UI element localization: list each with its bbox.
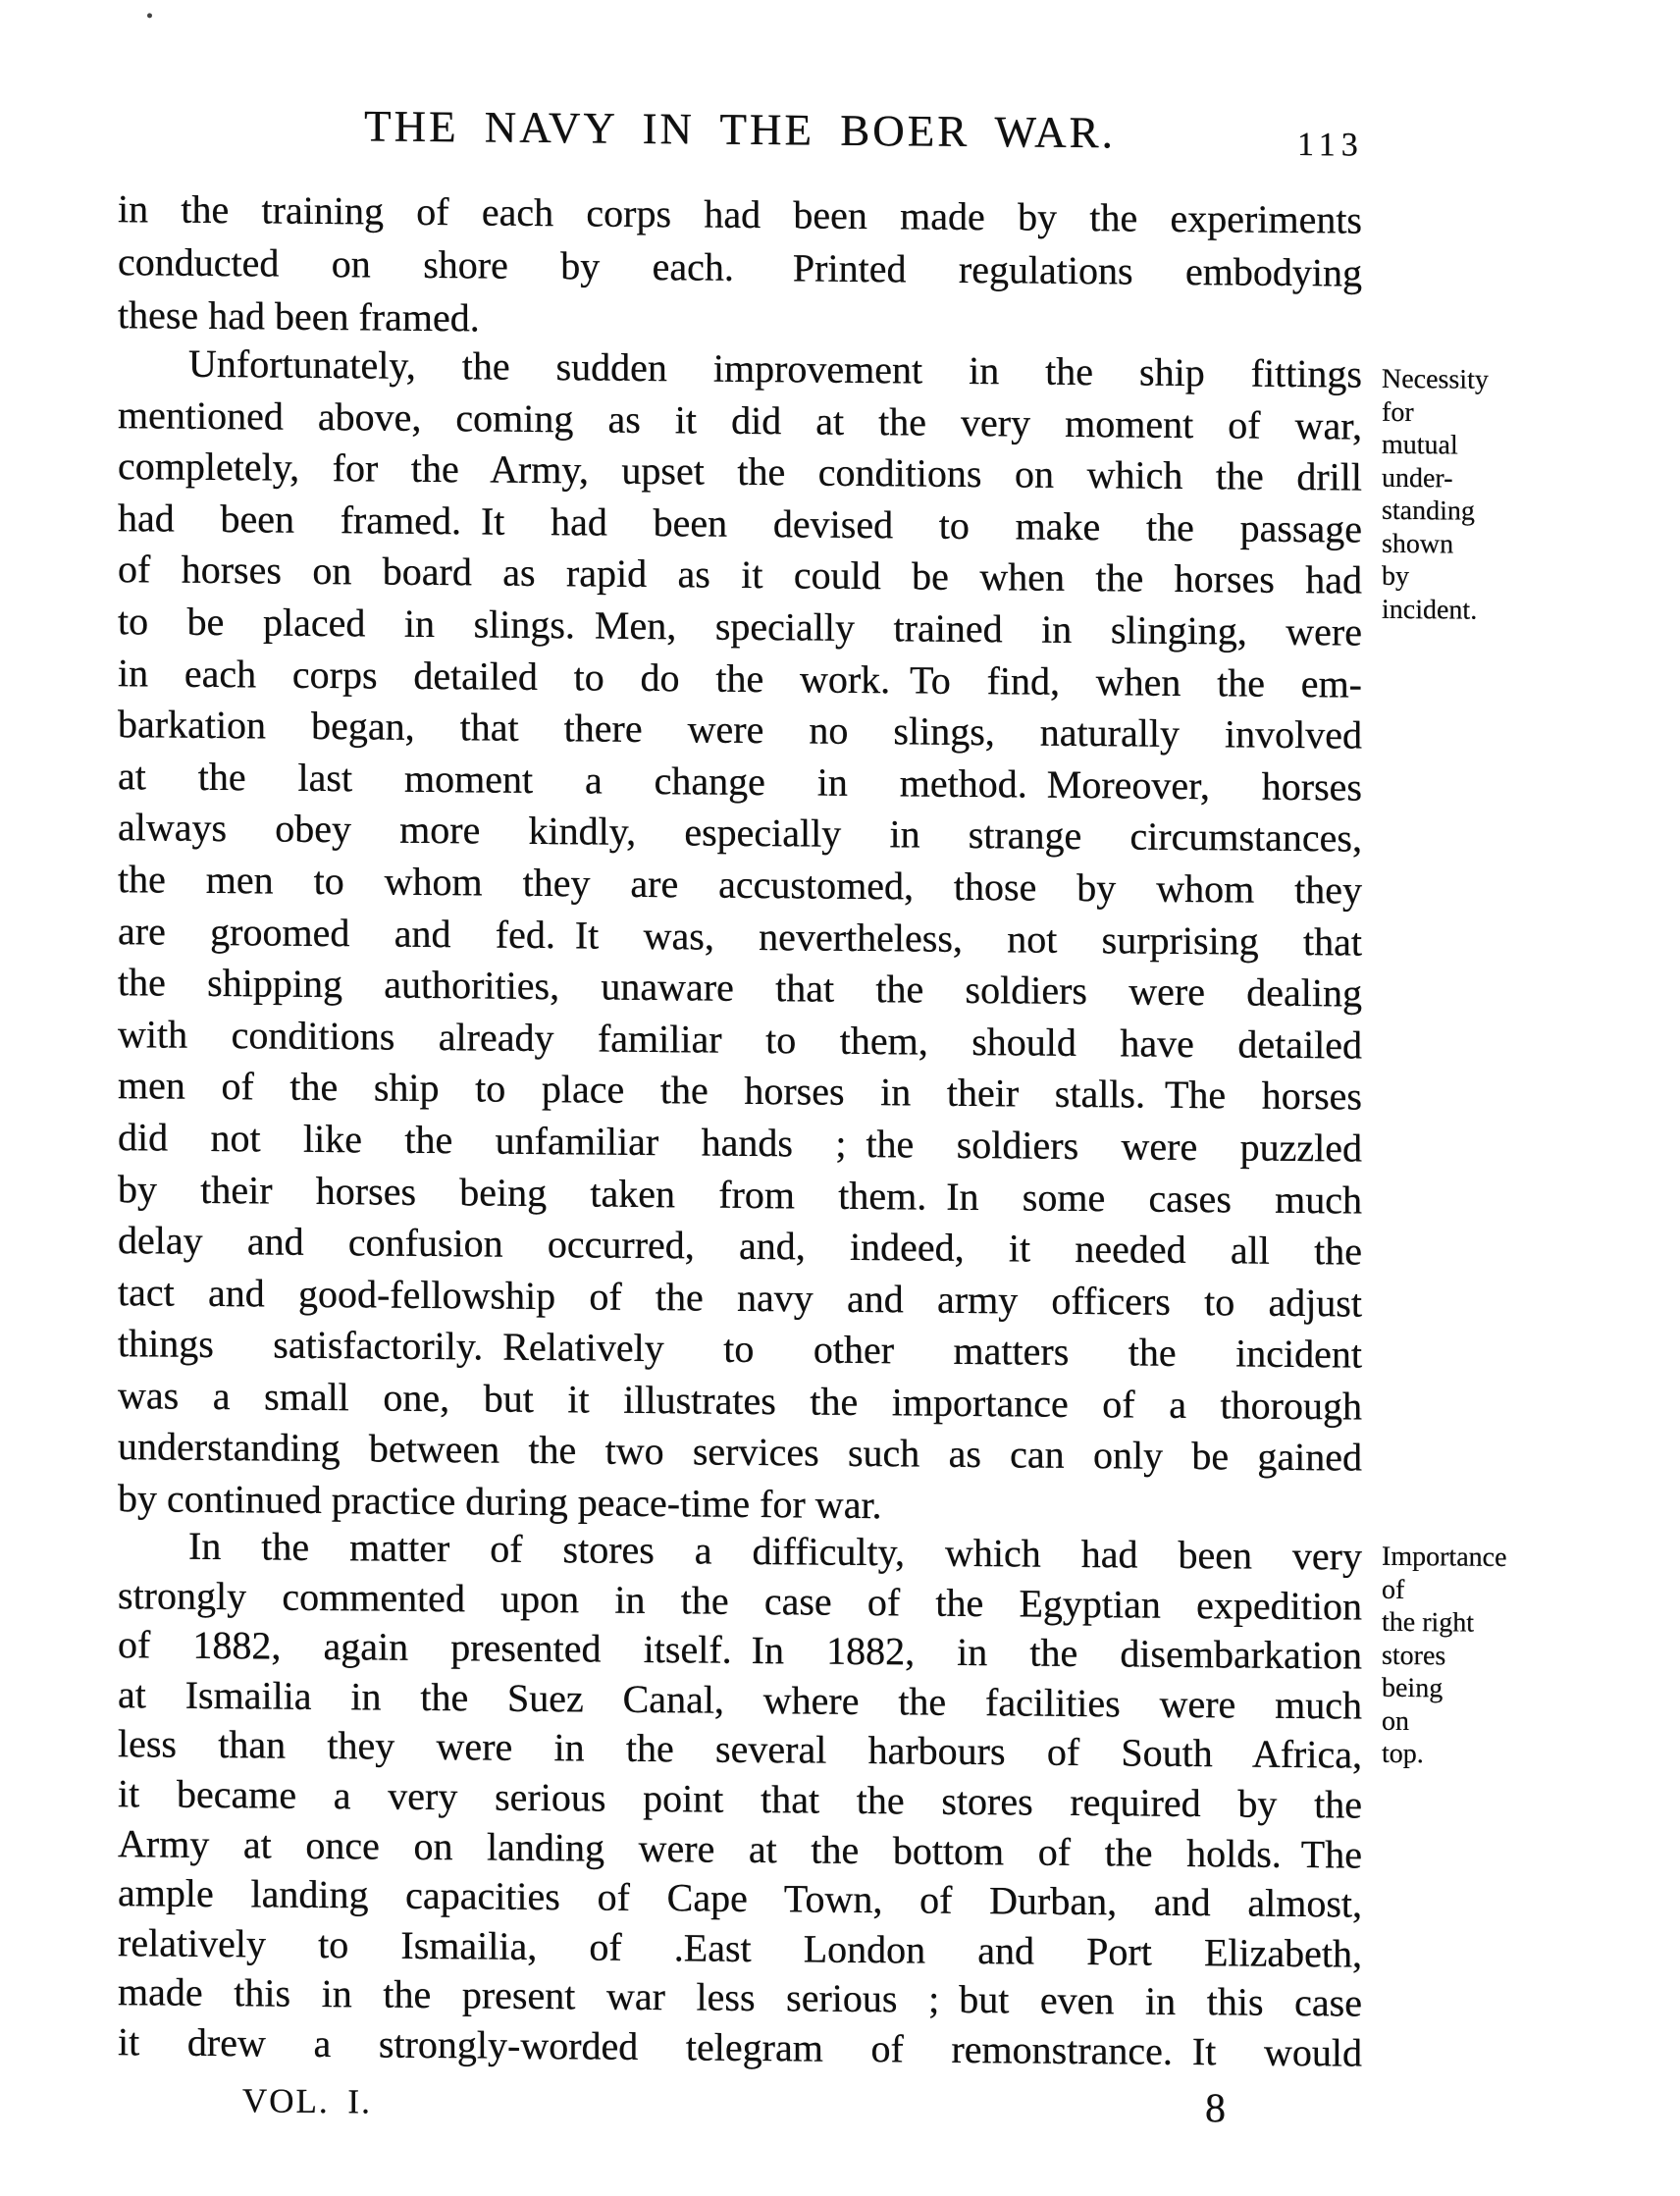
margin-note-line: the right bbox=[1382, 1606, 1475, 1639]
text-line: made this in the present war less serious ; but even in this case bbox=[118, 1969, 1362, 2025]
margin-note-line: standing bbox=[1382, 495, 1475, 527]
text-line: barkation began, that there were no slings, naturally involved bbox=[118, 702, 1362, 758]
margin-note-line: Necessity bbox=[1382, 363, 1489, 395]
text-line: the men to whom they are accustomed, those by whom they bbox=[118, 857, 1362, 913]
text-line: Army at once on landing were at the bottom of the holds. The bbox=[118, 1820, 1362, 1877]
text-line: always obey more kindly, especially in strange circumstances, bbox=[118, 805, 1362, 861]
body-paragraph bbox=[118, 183, 1362, 353]
text-line: the shipping authorities, unaware that the soldiers were dealing bbox=[118, 960, 1362, 1016]
text-line: completely, for the Army, upset the conditions on which the drill bbox=[118, 444, 1362, 499]
text-line: Unfortunately, the sudden improvement in the ship fittings bbox=[188, 340, 1362, 396]
text-line: with conditions already familiar to them, should have detailed bbox=[118, 1011, 1362, 1068]
text-line: of horses on board as rapid as it could be when the horses had bbox=[118, 547, 1362, 602]
text-line: at Ismailia in the Suez Canal, where the facilities were much bbox=[118, 1671, 1362, 1728]
margin-note-line: incident. bbox=[1382, 594, 1478, 626]
body-paragraph bbox=[118, 1521, 1362, 2078]
margin-note bbox=[1382, 363, 1676, 629]
text-line: in the training of each corps had been made by the experiments bbox=[118, 186, 1362, 242]
margin-note-line: mutual bbox=[1382, 429, 1458, 461]
text-line: did not like the unfamiliar hands ; the soldiers were puzzled bbox=[118, 1114, 1362, 1171]
ink-speck bbox=[147, 13, 152, 18]
body-paragraph bbox=[118, 338, 1362, 1536]
text-line: to be placed in slings. Men, specially trained in slinging, were bbox=[118, 599, 1362, 654]
text-line: at the last moment a change in method. Moreover, horses bbox=[118, 753, 1362, 810]
text-line: are groomed and fed. It was, nevertheless, not surprising that bbox=[118, 908, 1362, 965]
margin-note-line: under- bbox=[1382, 462, 1453, 494]
text-line: tact and good-fellowship of the navy and army officers to adjust bbox=[118, 1269, 1362, 1326]
margin-note-line: for bbox=[1382, 396, 1414, 428]
text-line: strongly commented upon in the case of the Egyptian expedition bbox=[118, 1572, 1362, 1629]
text-line: was a small one, but it illustrates the importance of a thorough bbox=[118, 1372, 1362, 1429]
page-signature-number: 8 bbox=[1205, 2086, 1226, 2132]
text-line: of 1882, again presented itself. In 1882, in the disembarkation bbox=[118, 1622, 1362, 1678]
text-line: relatively to Ismailia, of .East London and Port Elizabeth, bbox=[118, 1919, 1362, 1976]
text-line: in each corps detailed to do the work. To find, when the em- bbox=[118, 650, 1362, 706]
margin-note-line: of bbox=[1382, 1574, 1405, 1605]
text-line: things satisfactorily. Relatively to other matters the incident bbox=[118, 1321, 1362, 1377]
text-line: delay and confusion occurred, and, indeed, it needed all the bbox=[118, 1218, 1362, 1274]
text-line: understanding between the two services such as can only be gained bbox=[118, 1424, 1362, 1481]
margin-note bbox=[1382, 1541, 1676, 1773]
text-line: ample landing capacities of Cape Town, of Durban, and almost, bbox=[118, 1870, 1362, 1926]
text-line: In the matter of stores a difficulty, which had been very bbox=[188, 1523, 1362, 1579]
text-line: men of the ship to place the horses in their stalls. The horses bbox=[118, 1063, 1362, 1119]
text-line: it drew a strongly-worded telegram of remonstrance. It would bbox=[118, 2019, 1362, 2075]
text-line: by continued practice during peace-time for war. bbox=[118, 1476, 882, 1528]
margin-note-line: stores bbox=[1382, 1640, 1446, 1671]
margin-note-line: Importance bbox=[1382, 1541, 1507, 1573]
text-line: mentioned above, coming as it did at the very moment of war, bbox=[118, 392, 1362, 448]
margin-note-line: top. bbox=[1382, 1738, 1424, 1770]
text-line: had been framed. It had been devised to make the passage bbox=[118, 495, 1362, 551]
margin-note-line: shown bbox=[1382, 528, 1454, 559]
text-line: by their horses being taken from them. In some cases much bbox=[118, 1166, 1362, 1223]
text-line: it became a very serious point that the stores required by the bbox=[118, 1771, 1362, 1827]
margin-note-line: on bbox=[1382, 1705, 1409, 1737]
text-line: conducted on shore by each. Printed regulations embodying bbox=[118, 239, 1362, 295]
margin-note-line: by bbox=[1382, 560, 1409, 593]
text-line: less than they were in the several harbours of South Africa, bbox=[118, 1721, 1362, 1777]
margin-note-line: being bbox=[1382, 1672, 1444, 1704]
footer-volume-label: VOL. I. bbox=[242, 2081, 372, 2121]
running-head-title: THE NAVY IN THE BOER WAR. bbox=[364, 101, 1116, 158]
text-line: these had been framed. bbox=[118, 292, 480, 340]
page-number: 113 bbox=[1297, 126, 1364, 164]
